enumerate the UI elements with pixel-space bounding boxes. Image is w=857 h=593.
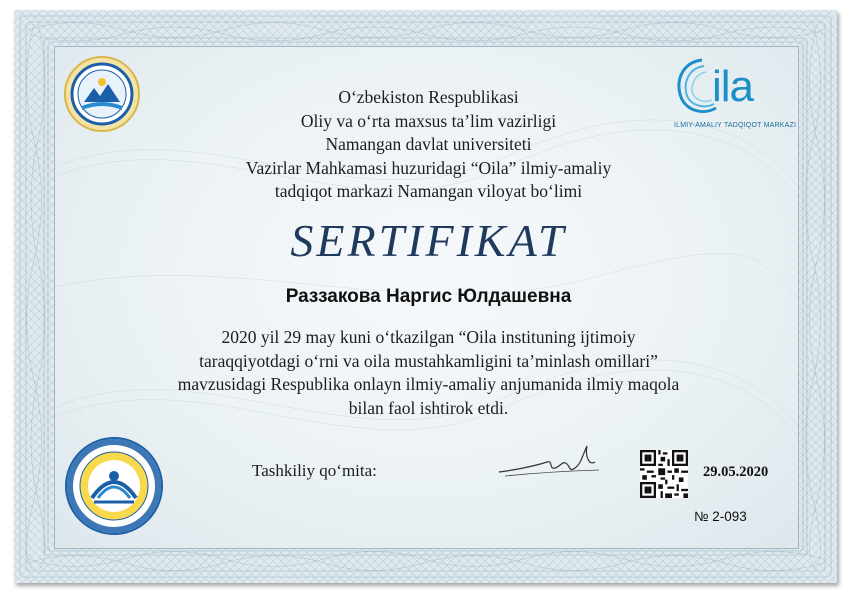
committee-label: Tashkiliy qo‘mita: [252, 461, 377, 480]
header-line: Namangan davlat universiteti [325, 134, 532, 154]
recipient-name: Раззакова Наргис Юлдашевна [285, 286, 572, 307]
body-line: 2020 yil 29 may kuni o‘tkazilgan “Oila instituning ijtimoiy [221, 327, 636, 347]
certificate-body [0, 326, 857, 420]
header-line: O‘zbekiston Respublikasi [338, 87, 519, 107]
oila-logo-word: ila [712, 62, 754, 111]
issue-date: 29.05.2020 [703, 464, 769, 480]
body-line: bilan faol ishtirok etdi. [348, 397, 509, 418]
header-line: tadqiqot markazi Namangan viloyat bo‘limi [274, 181, 583, 201]
regional-seal-icon [64, 436, 164, 536]
issuer-header [0, 86, 857, 204]
body-line: mavzusidagi Respublika onlayn ilmiy-amaliy anjumanida ilmiy maqola [177, 374, 680, 394]
certificate-number: № 2-093 [694, 509, 747, 524]
header-line: Oliy va o‘rta maxsus ta’lim vazirligi [300, 110, 557, 131]
certificate-title: SERTIFIKAT [290, 215, 567, 266]
qr-code-icon [640, 450, 688, 498]
oila-logo-subtitle: ILMIY-AMALIY TADQIQOT MARKAZI [674, 122, 797, 129]
header-line: Vazirlar Mahkamasi huzuridagi “Oila” ilmiy-amaliy [245, 157, 612, 178]
signature-icon [495, 440, 605, 486]
body-line: taraqqiyotdagi o‘rni va oila mustahkamligini ta’minlash omillari” [199, 350, 658, 371]
